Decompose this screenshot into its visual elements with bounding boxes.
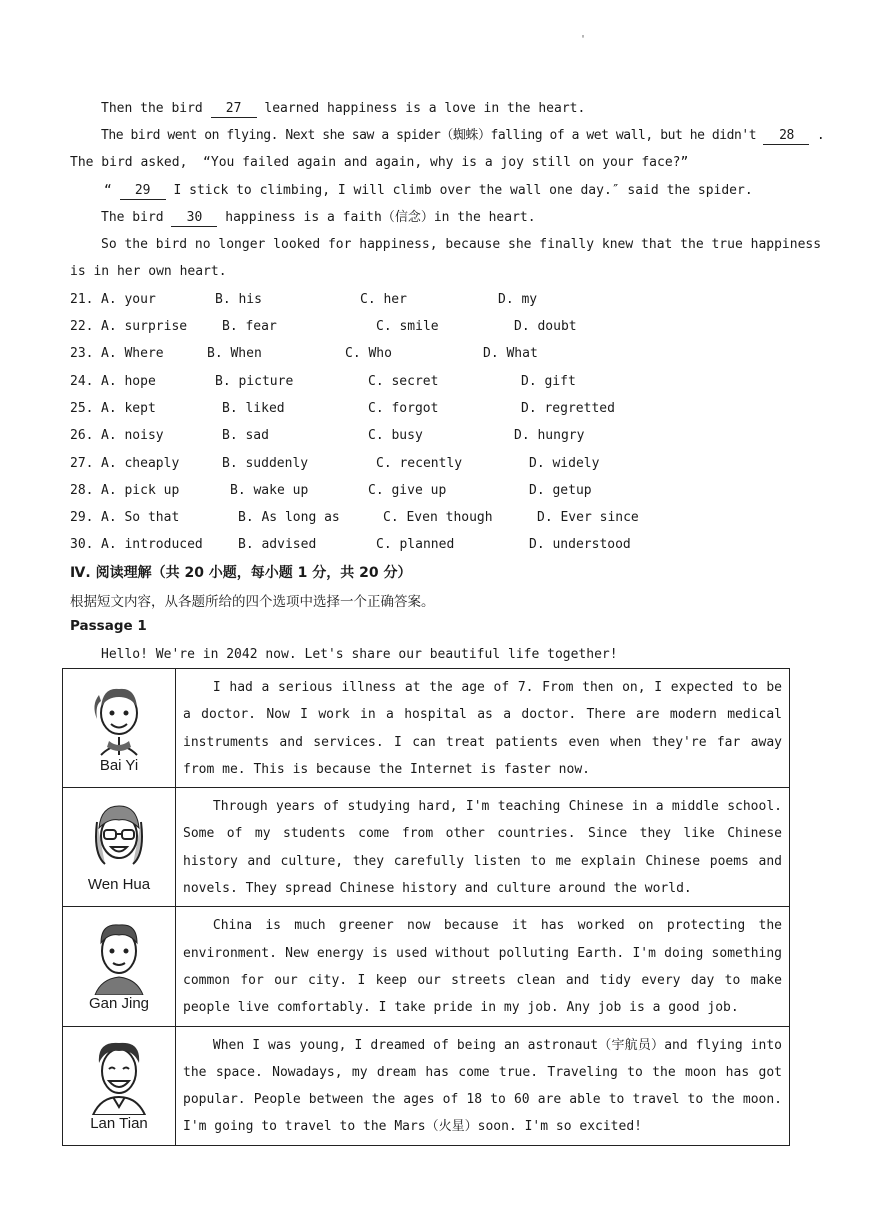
story-line-4: “ 29 I stick to climbing, I will climb over the wall one day.″ said the spider. (104, 183, 753, 198)
option-c: C. secret (368, 374, 439, 389)
story-line-3: The bird asked, “You failed again and again, why is a joy still on your face?” (70, 155, 689, 170)
person-text: Through years of studying hard, I'm teaching Chinese in a middle school. Some of my students come from other countries. Since they like Chinese history and culture, they carefully listen to me explain Chinese poems and novels. They spread Chinese history and culture around the world. (183, 799, 782, 897)
option-a: A. So that (101, 510, 180, 525)
girl-avatar-icon (79, 675, 159, 757)
option-a: A. kept (101, 401, 156, 416)
option-c: C. forgot (368, 401, 439, 416)
question-number: 26. (70, 428, 94, 443)
option-d: D. gift (521, 374, 576, 389)
option-b: B. When (207, 346, 262, 361)
section-title: Ⅳ. 阅读理解（共 20 小题，每小题 1 分，共 20 分） (70, 565, 412, 581)
blank-28: 28 (763, 128, 809, 145)
person-text-cell (176, 907, 790, 1026)
portrait-cell (63, 907, 176, 1026)
option-c: C. give up (368, 483, 447, 498)
option-d: D. What (483, 346, 538, 361)
story-line-1: Then the bird 27 learned happiness is a love in the heart. (101, 101, 586, 116)
option-d: D. widely (529, 456, 600, 471)
option-a: A. noisy (101, 428, 164, 443)
question-number: 24. (70, 374, 94, 389)
table-row (63, 907, 790, 1026)
table-row (63, 1026, 790, 1145)
option-a: A. hope (101, 374, 156, 389)
option-d: D. my (498, 292, 538, 307)
option-a: A. introduced (101, 537, 203, 552)
question-number: 30. (70, 537, 94, 552)
girl-with-glasses-avatar-icon (79, 794, 159, 876)
person-text: China is much greener now because it has worked on protecting the environment. New energy is used without polluting Earth. I'm doing something common for our city. I keep our streets clean and tidy every day to make people live comfortably. I take pride in my job. Any job is a good job. (183, 918, 782, 1016)
option-b: B. his (215, 292, 262, 307)
option-a: A. your (101, 292, 156, 307)
person-text: I had a serious illness at the age of 7. From then on, I expected to be a doctor. Now I work in a hospital as a doctor. There are modern medical instruments and services. I can treat patients even when they're far away from me. This is because the Internet is faster now. (183, 680, 782, 777)
person-text-cell (176, 788, 790, 907)
option-c: C. Even though (383, 510, 493, 525)
option-c: C. busy (368, 428, 423, 443)
person-text-cell (176, 1026, 790, 1145)
option-b: B. liked (222, 401, 285, 416)
option-d: D. doubt (514, 319, 577, 334)
person-name: Bai Yi (99, 757, 139, 774)
person-name: Gan Jing (88, 995, 150, 1013)
person-name: Lan Tian (90, 1114, 148, 1132)
option-a: A. pick up (101, 483, 180, 498)
page-mark: ' (580, 34, 587, 45)
boy-avatar-icon (79, 913, 159, 995)
option-a: A. cheaply (101, 456, 180, 471)
option-b: B. picture (215, 374, 294, 389)
option-a: A. Where (101, 346, 164, 361)
question-number: 27. (70, 456, 94, 471)
person-name: Wen Hua (87, 876, 151, 894)
option-b: B. As long as (238, 510, 340, 525)
section-instruction: 根据短文内容，从各题所给的四个选项中选择一个正确答案。 (70, 594, 435, 610)
option-c: C. smile (376, 319, 439, 334)
question-number: 25. (70, 401, 94, 416)
option-c: C. her (360, 292, 407, 307)
portrait-cell (63, 669, 176, 788)
question-number: 29. (70, 510, 94, 525)
option-d: D. understood (529, 537, 631, 552)
option-c: C. recently (376, 456, 463, 471)
option-b: B. fear (222, 319, 277, 334)
question-number: 23. (70, 346, 94, 361)
option-b: B. sad (222, 428, 269, 443)
option-b: B. suddenly (222, 456, 309, 471)
option-c: C. Who (345, 346, 392, 361)
question-number: 21. (70, 292, 94, 307)
blank-27: 27 (211, 101, 257, 118)
person-text-cell (176, 669, 790, 788)
question-number: 28. (70, 483, 94, 498)
story-line-6: So the bird no longer looked for happiness, because she finally knew that the true happiness (101, 237, 822, 252)
option-a: A. surprise (101, 319, 188, 334)
option-d: D. regretted (521, 401, 615, 416)
portrait-cell (63, 1026, 176, 1145)
passage-title: Passage 1 (70, 618, 147, 634)
story-line-5: The bird 30 happiness is a faith（信念）in the heart. (101, 210, 536, 225)
blank-30: 30 (171, 210, 217, 227)
blank-29: 29 (120, 183, 166, 200)
story-line-7: is in her own heart. (70, 264, 227, 279)
people-table (62, 668, 790, 1146)
option-b: B. advised (238, 537, 317, 552)
smiling-boy-avatar-icon (79, 1033, 159, 1115)
option-d: D. hungry (514, 428, 585, 443)
question-number: 22. (70, 319, 94, 334)
option-d: D. getup (529, 483, 592, 498)
option-d: D. Ever since (537, 510, 639, 525)
option-c: C. planned (376, 537, 455, 552)
option-b: B. wake up (230, 483, 309, 498)
person-text: When I was young, I dreamed of being an astronaut（宇航员）and flying into the space. Nowadays, my dream has come true. Traveling to the moon has got popular. People between the ages of 18 to 60 are able to travel to the moon. I'm going to travel to the Mars（火星）soon. I'm so excited! (183, 1037, 782, 1135)
story-line-2: The bird went on flying. Next she saw a spider（蜘蛛）falling of a wet wall, but he didn't 28 . (101, 128, 825, 143)
table-row (63, 788, 790, 907)
portrait-cell (63, 788, 176, 907)
passage-intro: Hello! We're in 2042 now. Let's share our beautiful life together! (101, 647, 618, 662)
table-row (63, 669, 790, 788)
